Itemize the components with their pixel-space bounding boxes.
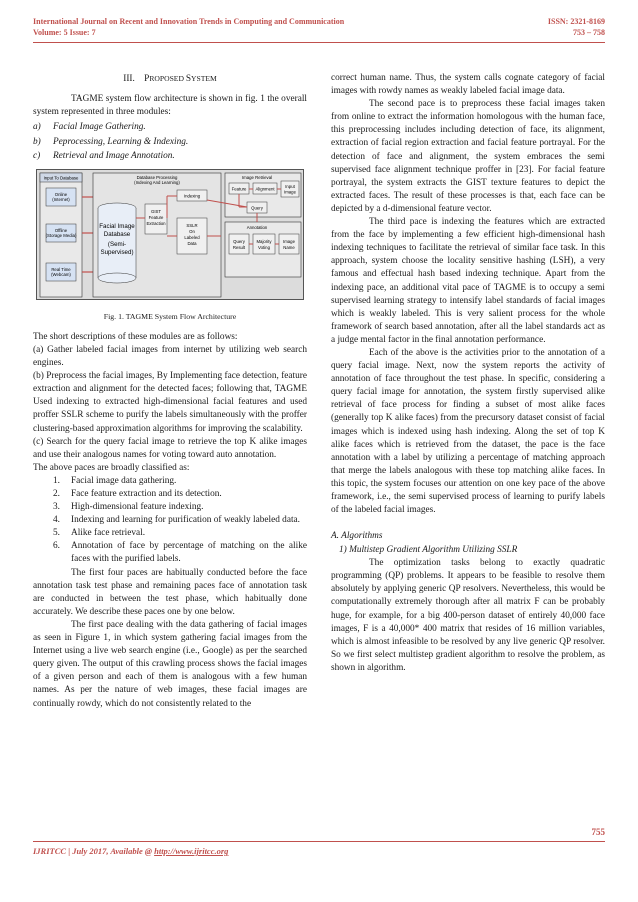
svg-text:(Webcam): (Webcam)	[51, 271, 71, 277]
list-item: 3. High-dimensional feature indexing.	[53, 502, 204, 513]
module-item: b) Peprocessing, Learning & Indexing.	[33, 136, 189, 147]
svg-text:GIST: GIST	[150, 208, 162, 214]
right-column	[331, 72, 605, 675]
svg-text:(Internet): (Internet)	[52, 196, 70, 202]
footer-rule	[33, 841, 605, 842]
svg-text:Online: Online	[54, 191, 68, 197]
footer-link[interactable]: http://www.ijritcc.org	[154, 846, 229, 856]
svg-text:Feature: Feature	[231, 186, 247, 192]
svg-text:Input: Input	[285, 183, 295, 189]
svg-text:Query: Query	[251, 205, 263, 211]
svg-text:On: On	[189, 228, 195, 234]
list-item: 1. Facial image data gathering.	[53, 475, 177, 486]
svg-text:SSLR: SSLR	[186, 222, 198, 228]
svg-text:(Semi-: (Semi-	[107, 240, 127, 248]
paragraph: Each of the above is the activities prior to the annotation of a query facial image. Next, now the system reports the activity of annotation of face throughout the test phase. In specific, considering a query facial image for annotation, the system firstly supervised alike retrieval of face process for finding a subset of most alike faces (generally top K alike faces) from the precursory dataset consist of facial images which is indexed using hash indexing. Along the set of top K alike faces which is retrieved from the dataset, the pace is the face annotation with a label by utilizing a percentage of matching approach that merge the labels analogous with these top matching alike faces. In this topic, the system focuses our attention on one key pace of the above framework, i.e., the semi supervised process of learning to purify labels of the labeled facial images.	[331, 347, 605, 516]
svg-text:Database Processing: Database Processing	[136, 174, 178, 180]
svg-text:Database: Database	[103, 230, 131, 238]
svg-text:Annotation: Annotation	[246, 224, 268, 230]
paragraph: The first four paces are habitually conducted before the face annotation task test phase and remaining paces face of annotation task are conducted in between the test phase, which habitually done accurately. We describe these paces one by one below.	[33, 567, 307, 617]
pace-list	[33, 475, 307, 567]
intro-paragraph: TAGME system flow architecture is shown in fig. 1 the overall system represented in three modules:	[33, 94, 307, 118]
left-column	[33, 72, 307, 711]
figure-caption: Fig. 1. TAGME System Flow Architecture	[103, 311, 237, 321]
svg-text:Feature: Feature	[148, 214, 164, 220]
paragraph: correct human name. Thus, the system calls cognate category of facial images with rowdy names as weakly labeled facial image data.	[331, 73, 605, 97]
section-title: III. PROPOSED SYSTEM	[123, 74, 217, 84]
svg-text:Real Time: Real Time	[51, 266, 71, 272]
svg-text:Image: Image	[283, 238, 295, 244]
list-item: 2. Face feature extraction and its detection.	[53, 489, 222, 499]
header-rule	[33, 42, 605, 43]
paragraph: The short descriptions of these modules are as follows:	[33, 331, 238, 342]
list-item: 5. Alike face retrieval.	[53, 528, 146, 539]
svg-text:(Indexing And Learning): (Indexing And Learning)	[134, 179, 180, 185]
subsection-heading: A. Algorithms	[331, 531, 383, 542]
paragraph: The second pace is to preprocess these facial images taken from online to extract the information homologous with the human face, this preprocessing includes including detection of face, its alignment, extraction of facial region extraction and facial feature portrayal. For the detection of face and alignment, the system embraces the semi supervised face alignment technique proffer in [23]. For facial feature portrayal, the system extracts the GIST texture features to depict the extracted faces. The result of these processes is that, each face can be depicted by a d-dimensional feature vector.	[331, 99, 605, 214]
list-item: 4. Indexing and learning for purification of weakly labeled data.	[53, 515, 300, 526]
paragraph: (c) Search for the query facial image to retrieve the top K alike images and use their analogous names for voting toward auto annotation.	[33, 436, 307, 460]
svg-text:Result: Result	[232, 244, 246, 250]
svg-text:Supervised): Supervised)	[100, 248, 134, 256]
journal-header	[33, 16, 344, 38]
paragraph: The above paces are broadly classified as:	[33, 462, 190, 473]
module-item: a) Facial Image Gathering.	[33, 122, 146, 133]
issn: ISSN: 2321-8169	[547, 17, 605, 26]
svg-text:(Storage Media): (Storage Media)	[45, 232, 77, 238]
journal-volume: Volume: 5 Issue: 7	[33, 28, 96, 37]
svg-text:Facial Image: Facial Image	[99, 222, 135, 230]
paragraph: (a) Gather labeled facial images from internet by utilizing web search engines.	[33, 344, 307, 369]
paragraph: (b) Preprocess the facial images, By Implementing face detection, feature extraction and alignment for the detected faces; following that, TAGME Used indexing to extracted high-dimensional facial features and used proffer SSLR scheme to purify the labels simultaneously with the proffer clustering-based approximation algorithms for improving the scalability.	[33, 371, 307, 434]
module-item: c) Retrieval and Image Annotation.	[33, 151, 175, 162]
svg-text:Majority: Majority	[256, 238, 272, 244]
svg-text:Offline: Offline	[54, 227, 68, 233]
svg-text:Image: Image	[284, 189, 296, 195]
svg-text:Data: Data	[187, 240, 197, 246]
architecture-figure	[36, 169, 304, 300]
subsubsection-heading: 1) Multistep Gradient Algorithm Utilizing SSLR	[339, 545, 518, 556]
svg-text:Image Retrieval: Image Retrieval	[241, 174, 273, 180]
module-list	[33, 120, 307, 164]
svg-text:Name: Name	[283, 244, 295, 250]
svg-text:Alignment: Alignment	[255, 186, 275, 192]
issn-header	[548, 16, 605, 38]
svg-text:Voting: Voting	[258, 244, 270, 250]
footer	[33, 846, 228, 856]
footer-text: IJRITCC | July 2017, Available @	[33, 846, 155, 856]
paragraph: The optimization tasks belong to exactly quadratic programming (QP) problems. It appears to be feasible to resolve them absolutely by applying generic QP resolvers. Nevertheless, this would be computationally extremely thorough after all matrix F can be probably huge, for example, for a big 400-person dataset of entirely 40,000 face images, F is a 40,000* 400 matrix that resides of 16 million variables, which is almost infeasible to be resolved by any live generic QP resolver. So we first select multistep gradient algorithm to resolve the problem, as shown in algorithm.	[331, 558, 605, 673]
list-item: 6. Annotation of face by percentage of matching on the alike faces with the purified labels.	[53, 541, 307, 565]
paragraph: The first pace dealing with the data gathering of facial images as seen in Figure 1, in which system gathering facial images from the Internet using a live web search engine (i.e., Google) as per the searched query given. The output of this crawling process shows the facial images of a given person and each of them is analogous with a few human names. As per the nature of web images, these facial images are continually rowdy, which do not consistently related to the	[33, 619, 307, 709]
paragraph: The third pace is indexing the features which are extracted from the face by implementing a few efficient high-dimensional hash indexing techniques to facilitate the retrieval of similar face task. In this approach, system choose the locality sensitive hashing (LSH), a very famous and effectual hash based indexing technique. Apart from the indexing pace, an additional vital pace of TAGME is to occupy a semi supervised learning strategy to intensify label standards of facial images which is weakly labeled. This is very salient process for the whole framework of search based annotation, after all the label standards act as a judge mental factor in the final annotation performance.	[331, 217, 605, 345]
page-range: 753 – 758	[573, 28, 605, 37]
page-number: 755	[591, 827, 605, 837]
svg-text:Indexing: Indexing	[183, 193, 201, 199]
svg-text:Extraction: Extraction	[146, 220, 166, 226]
svg-text:Labeled: Labeled	[184, 234, 200, 240]
journal-title: International Journal on Recent and Innovation Trends in Computing and Communication	[33, 17, 345, 26]
architecture-diagram	[37, 170, 304, 300]
svg-text:Query: Query	[233, 238, 245, 244]
input-db-label: Input To Database	[43, 175, 79, 181]
